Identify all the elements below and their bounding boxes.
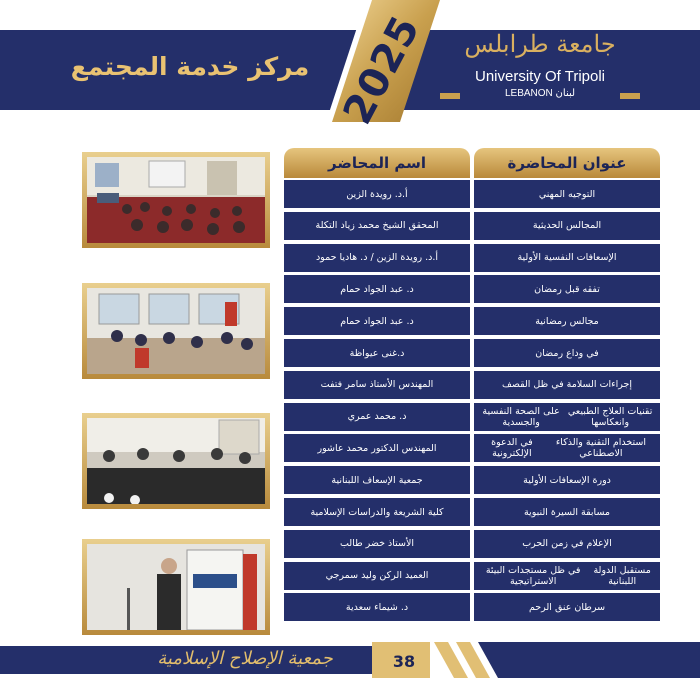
lecture-title-line: الإسعافات النفسية الأولية: [517, 252, 617, 264]
footer-organization-name: جمعية الإصلاح الإسلامية: [157, 648, 333, 669]
lecture-title-line: سرطان عنق الرحم: [528, 601, 606, 613]
event-photo-3: [82, 413, 270, 509]
event-photo-4: [82, 539, 270, 635]
column-header-lecturer: اسم المحاضر: [284, 148, 470, 178]
panel-photo: [87, 418, 265, 504]
lecture-title-cell: [474, 498, 660, 526]
lecturer-name-cell: جمعية الإسعاف اللبنانية: [284, 466, 470, 494]
lecture-title-line: إجراءات السلامة في ظل القصف: [502, 379, 633, 391]
lecture-title-cell: [474, 307, 660, 335]
lecturer-name-cell: العميد الركن وليد سمرجي: [284, 562, 470, 590]
lecture-title-cell: [474, 371, 660, 399]
lecture-title-line: مجالس رمضانية: [535, 315, 599, 327]
lecture-title-cell: [474, 530, 660, 558]
university-location: LEBANON لبنان: [504, 88, 576, 99]
lecture-title-line: الإعلام في زمن الحرب: [522, 538, 612, 550]
lecturer-name-cell: د.غنى عيواظة: [284, 339, 470, 367]
lecture-title-cell: [474, 180, 660, 208]
section-title: مركز خدمة المجتمع: [70, 52, 310, 81]
lecture-title-cell: [474, 212, 660, 240]
event-photo-2: [82, 283, 270, 379]
lecture-title-line: على الصحة النفسية والجسدية: [482, 405, 560, 428]
column-header-title: عنوان المحاضرة: [474, 148, 660, 178]
university-logo-arabic: جامعة طرابلس: [464, 30, 616, 58]
lecturer-name-cell: د. عبد الجواد حمام: [284, 307, 470, 335]
lecturer-name-cell: كلية الشريعة والدراسات الإسلامية: [284, 498, 470, 526]
lecturer-name-cell: أ.د. رويدة الزين: [284, 180, 470, 208]
lecture-hall-photo: [87, 157, 265, 243]
lecture-title-line: دورة الإسعافات الأولية: [523, 474, 611, 486]
lecture-title-cell: [474, 244, 660, 272]
classroom-photo: [87, 288, 265, 374]
speaker-photo: [87, 544, 265, 630]
lecturer-name-cell: د. محمد عمري: [284, 403, 470, 431]
lecture-title-line: التوجيه المهني: [538, 188, 596, 200]
lecture-title-line: مسابقة السيرة النبوية: [523, 506, 611, 518]
lecture-title-cell: [474, 339, 660, 367]
logo-stripe-right: [620, 93, 640, 99]
lecturer-name-cell: المهندس الأستاذ سامر فتفت: [284, 371, 470, 399]
lecturer-name-cell: المهندس الدكتور محمد عاشور: [284, 434, 470, 462]
lecture-title-cell: [474, 593, 660, 621]
lecturer-name-cell: د. شيماء سعدية: [284, 593, 470, 621]
lecture-title-line: تفقه قبل رمضان: [534, 283, 600, 295]
lecture-title-line: في وداع رمضان: [535, 347, 599, 359]
event-photo-1: [82, 152, 270, 248]
lecture-title-line: مستقبل الدولة اللبنانية: [593, 564, 651, 587]
lecture-title-cell: [474, 275, 660, 303]
lecture-title-cell: [474, 466, 660, 494]
lecture-title-cell: [474, 434, 660, 462]
lecture-title-cell: [474, 403, 660, 431]
year-label: 2025: [334, 8, 430, 132]
lecturer-name-cell: الأستاذ خضر طالب: [284, 530, 470, 558]
lecture-title-line: المجالس الحديثية: [532, 220, 602, 232]
lecturer-name-cell: المحقق الشيخ محمد زياد التكلة: [284, 212, 470, 240]
lecture-title-line: استخدام التقنية والذكاء الاصطناعي: [555, 437, 647, 460]
lecturer-name-cell: أ.د. رويدة الزين / د. هاديا حمود: [284, 244, 470, 272]
university-name-english: University Of Tripoli: [474, 68, 606, 85]
page-number: 38: [392, 651, 416, 671]
logo-stripe-left: [440, 93, 460, 99]
lecture-title-line: تقنيات العلاج الطبيعي وانعكاسها: [567, 405, 653, 428]
lecture-title-line: في الدعوة الإلكترونية: [491, 437, 533, 460]
lecture-title-cell: [474, 562, 660, 590]
lecture-title-line: في ظل مستجدات البيئة الاستراتيجية: [485, 564, 581, 587]
lecturer-name-cell: د. عبد الجواد حمام: [284, 275, 470, 303]
